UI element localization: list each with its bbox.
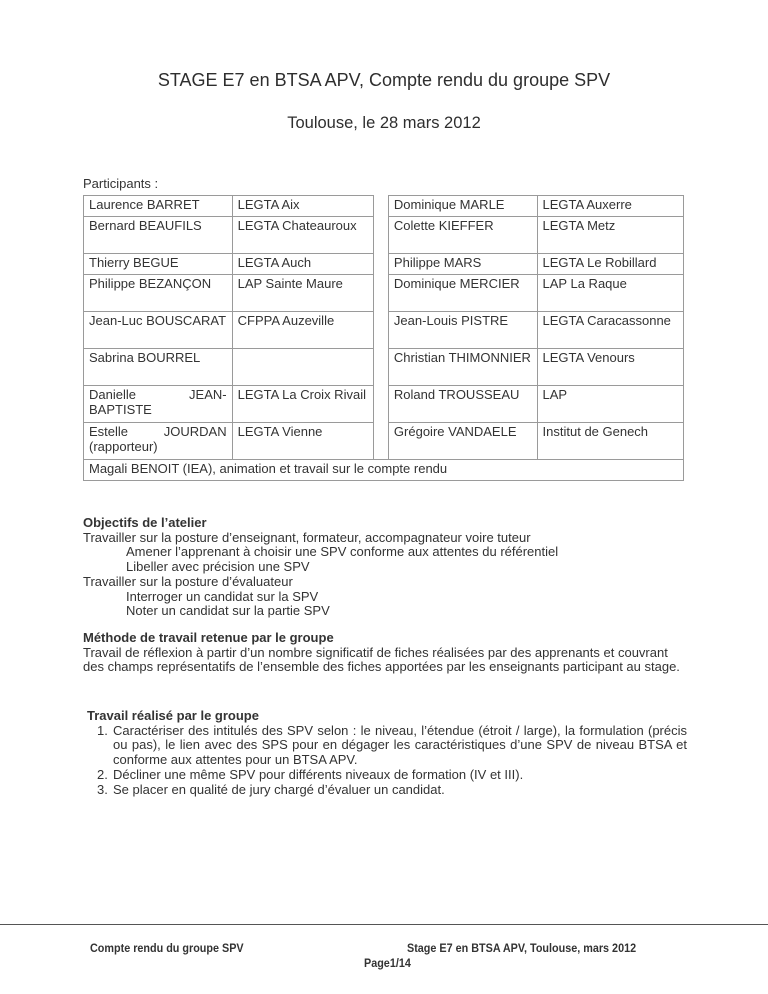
objective-line: Travailler sur la posture d’évaluateur <box>83 573 293 589</box>
participant-institution: LAP Sainte Maure <box>232 275 373 312</box>
participant-institution: LEGTA La Croix Rivail <box>232 386 373 423</box>
participant-name: Philippe MARS <box>388 254 537 275</box>
table-row <box>84 460 684 481</box>
participant-institution: LEGTA Le Robillard <box>537 254 683 275</box>
list-item-text: Décliner une même SPV pour différents niveaux de formation (IV et III). <box>113 766 524 782</box>
participant-institution: LEGTA Caracassonne <box>537 312 683 349</box>
document-subtitle: Toulouse, le 28 mars 2012 <box>287 114 481 132</box>
objectives-section <box>83 516 683 619</box>
participants-label: Participants : <box>83 176 159 191</box>
footer-right-text: Stage E7 en BTSA APV, Toulouse, mars 2012 <box>407 941 637 955</box>
objective-subline: Amener l’apprenant à choisir une SPV conforme aux attentes du référentiel <box>126 544 559 560</box>
document-title: STAGE E7 en BTSA APV, Compte rendu du groupe SPV <box>157 70 611 90</box>
page-number: Page1/14 <box>364 956 411 970</box>
participant-name: Sabrina BOURREL <box>84 349 233 386</box>
work-done-section <box>87 709 687 797</box>
work-done-heading: Travail réalisé par le groupe <box>87 708 259 723</box>
participant-name: Estelle JOURDAN (rapporteur) <box>84 423 233 460</box>
list-item-text: Se placer en qualité de jury chargé d’évaluer un candidat. <box>113 781 445 797</box>
participant-name: Thierry BEGUE <box>84 254 233 275</box>
participant-institution: LAP <box>537 386 683 423</box>
participant-name: Roland TROUSSEAU <box>388 386 537 423</box>
objective-subline: Interroger un candidat sur la SPV <box>126 588 319 604</box>
participant-institution: LEGTA Vienne <box>232 423 373 460</box>
objectives-heading: Objectifs de l’atelier <box>83 515 207 530</box>
participant-institution: LEGTA Aix <box>232 196 373 217</box>
participant-name: Grégoire VANDAELE <box>388 423 537 460</box>
method-section <box>83 631 683 675</box>
participant-name: Dominique MARLE <box>388 196 537 217</box>
participant-institution: CFPPA Auzeville <box>232 312 373 349</box>
participant-institution: LEGTA Metz <box>537 217 683 254</box>
list-number: 1. <box>97 722 108 738</box>
objective-line: Travailler sur la posture d’enseignant, formateur, accompagnateur voire tuteur <box>83 529 531 545</box>
participant-institution: LEGTA Chateauroux <box>232 217 373 254</box>
participant-name: Colette KIEFFER <box>388 217 537 254</box>
participant-institution: Institut de Genech <box>537 423 683 460</box>
list-item <box>87 768 687 783</box>
work-done-list <box>87 724 687 798</box>
participant-institution: LEGTA Venours <box>537 349 683 386</box>
list-number: 2. <box>97 766 108 782</box>
objective-subline: Libeller avec précision une SPV <box>126 559 310 575</box>
table-row <box>84 196 684 217</box>
participant-institution <box>232 349 373 386</box>
participant-name: Dominique MERCIER <box>388 275 537 312</box>
footer-left-text: Compte rendu du groupe SPV <box>90 941 244 955</box>
facilitator-cell: Magali BENOIT (IEA), animation et travail sur le compte rendu <box>84 460 684 481</box>
participant-name: Jean-Luc BOUSCARAT <box>84 312 233 349</box>
footer-divider <box>0 924 768 925</box>
participant-name: Laurence BARRET <box>84 196 233 217</box>
method-heading: Méthode de travail retenue par le groupe <box>83 630 334 645</box>
participants-table <box>83 195 684 481</box>
participant-institution: LEGTA Auxerre <box>537 196 683 217</box>
participant-name: Jean-Louis PISTRE <box>388 312 537 349</box>
method-text: Travail de réflexion à partir d’un nombre significatif de fiches réalisées par des apprenants et couvrant des champs représentatifs de l’ensemble des fiches apportées par les enseignants participant au stage. <box>83 644 680 675</box>
list-number: 3. <box>97 781 108 797</box>
list-item <box>87 724 687 768</box>
participant-name: Bernard BEAUFILS <box>84 217 233 254</box>
participant-name: Danielle JEAN-BAPTISTE <box>84 386 233 423</box>
participant-name: Christian THIMONNIER <box>388 349 537 386</box>
participant-name: Philippe BEZANÇON <box>84 275 233 312</box>
objective-subline: Noter un candidat sur la partie SPV <box>126 603 330 619</box>
participant-institution: LAP La Raque <box>537 275 683 312</box>
column-spacer <box>373 196 388 460</box>
participant-institution: LEGTA Auch <box>232 254 373 275</box>
list-item <box>87 783 687 798</box>
list-item-text: Caractériser des intitulés des SPV selon : le niveau, l’étendue (étroit / large), la formulation (précis ou pas), le lien avec des SPS pour en dégager les caractéristiques d’une SPV de niveau BTSA et conforme aux attentes pour un BTSA APV. <box>113 722 687 768</box>
